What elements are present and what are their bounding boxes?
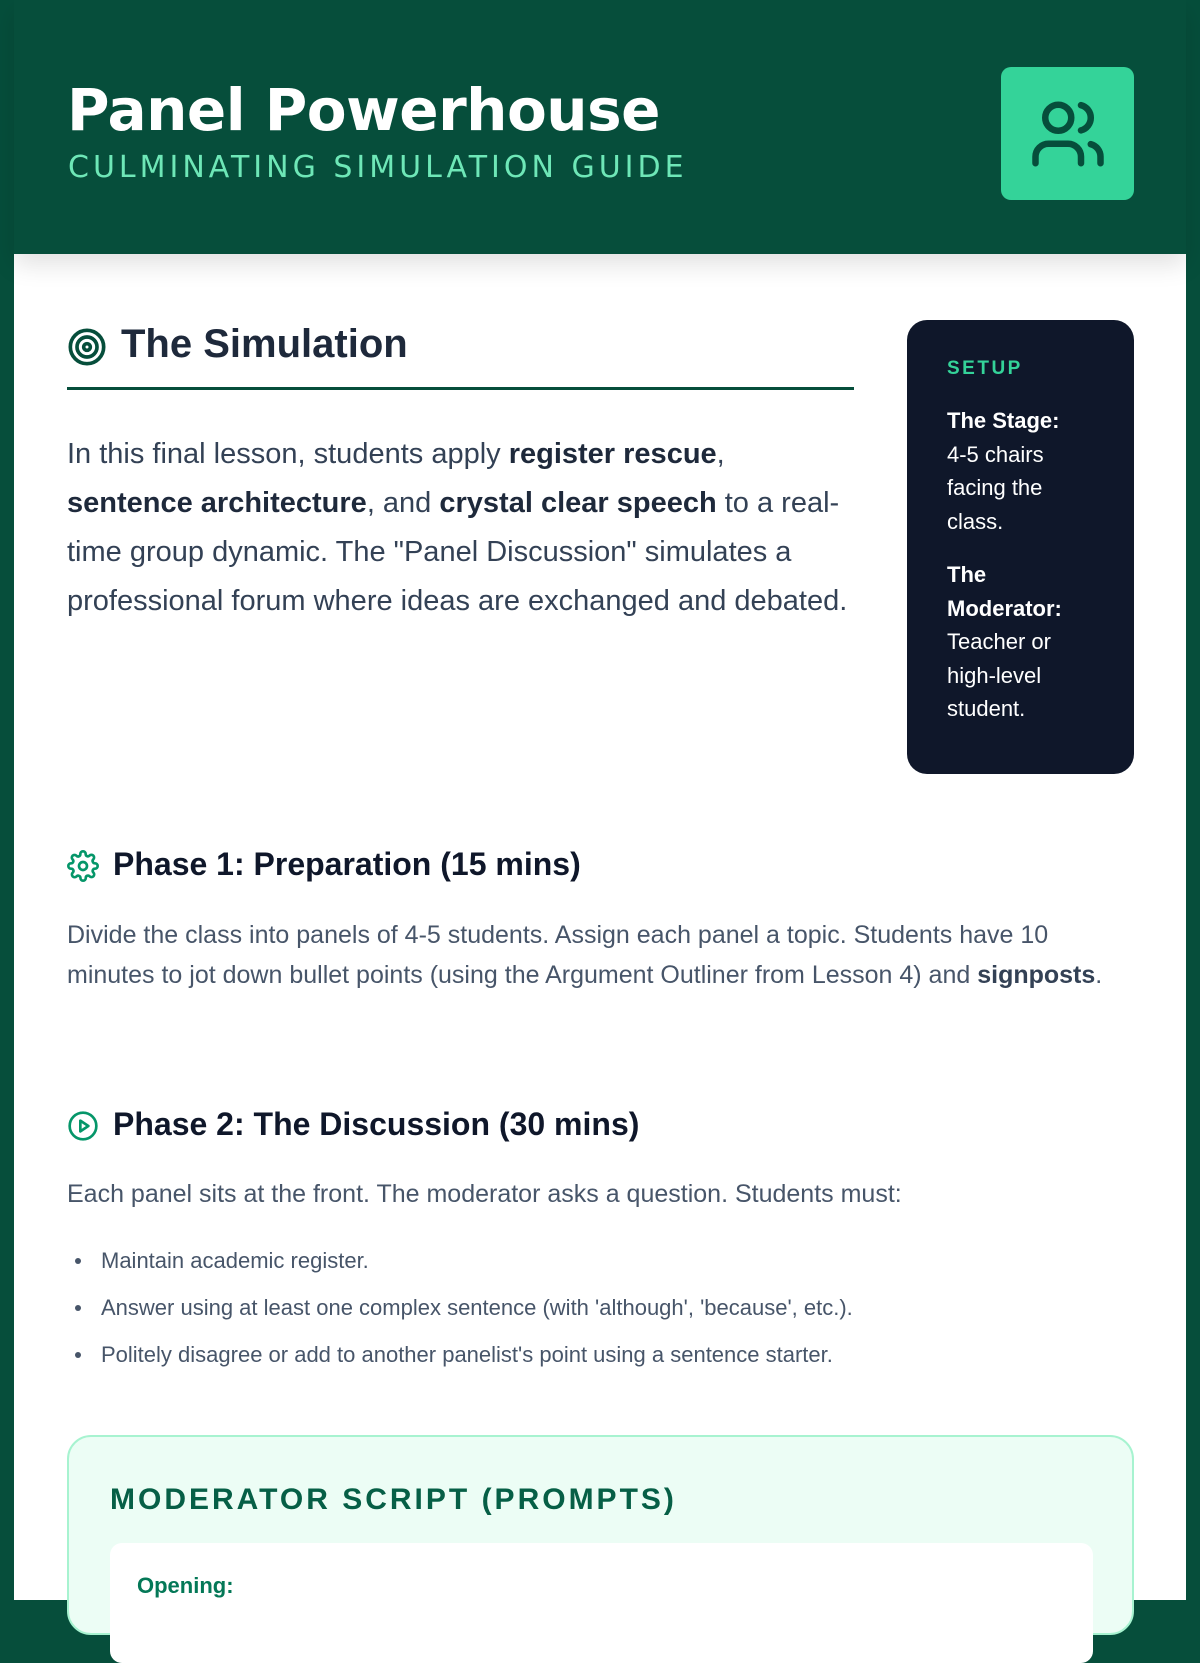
gear-icon	[67, 850, 99, 882]
list-item: Answer using at least one complex sentence (with 'although', 'because', etc.).	[67, 1284, 1137, 1331]
phase2-rules-list	[67, 1237, 1137, 1378]
phase2-description: Each panel sits at the front. The moderator asks a question. Students must:	[67, 1180, 902, 1208]
target-icon	[67, 327, 107, 367]
users-icon	[1029, 95, 1107, 173]
list-item: Maintain academic register.	[67, 1237, 1137, 1284]
setup-item-stage: The Stage: 4-5 chairs facing the class.	[947, 408, 1060, 534]
phase2-title: Phase 2: The Discussion (30 mins)	[113, 1106, 640, 1142]
simulation-title: The Simulation	[121, 322, 408, 366]
moderator-script-title: MODERATOR SCRIPT (PROMPTS)	[110, 1483, 677, 1516]
page-subtitle: CULMINATING SIMULATION GUIDE	[68, 150, 688, 185]
simulation-heading	[67, 322, 854, 390]
setup-item-moderator: The Moderator: Teacher or high-level student.	[947, 562, 1062, 721]
setup-label: SETUP	[947, 358, 1023, 379]
users-badge	[1001, 67, 1134, 200]
page-title: Panel Powerhouse	[67, 76, 660, 144]
moderator-prompt-card	[110, 1543, 1093, 1663]
moderator-script-box	[67, 1435, 1134, 1635]
page-header	[14, 0, 1186, 254]
list-item: Politely disagree or add to another panelist's point using a sentence starter.	[67, 1331, 1137, 1378]
phase1-description: Divide the class into panels of 4-5 students. Assign each panel a topic. Students have 10 minutes to jot down bullet points (using the Argument Outliner from Lesson 4) and signposts.	[67, 921, 1103, 989]
simulation-description: In this final lesson, students apply register rescue, sentence architecture, and crystal clear speech to a real-time group dynamic. The "Panel Discussion" simulates a professional forum where ideas are exchanged and debated.	[67, 438, 848, 617]
play-circle-icon	[67, 1110, 99, 1142]
opening-label: Opening:	[137, 1573, 234, 1598]
phase1-title: Phase 1: Preparation (15 mins)	[113, 846, 581, 882]
setup-card	[907, 320, 1134, 774]
document-page	[14, 0, 1186, 1600]
